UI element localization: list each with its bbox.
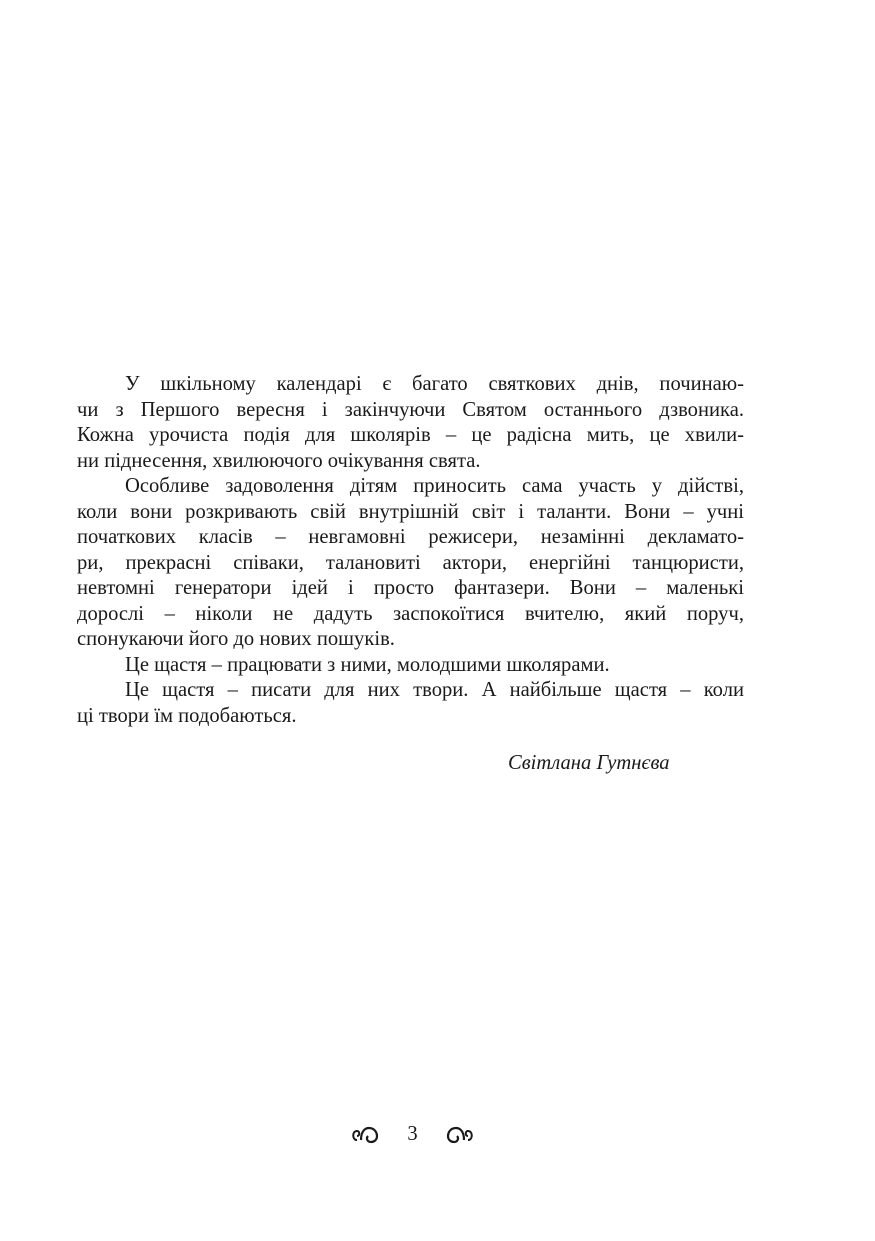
- page-footer: [350, 1120, 475, 1148]
- text-line: Кожна урочиста подія для школярів – це радісна мить, це хвили-: [77, 424, 744, 446]
- text-line: Це щастя – працювати з ними, молодшими школярами.: [125, 653, 610, 676]
- text-line: ці твори їм подобаються.: [77, 704, 297, 727]
- page-number: 3: [407, 1122, 418, 1145]
- text-line: дорослі – ніколи не дадуть заспокоїтися вчителю, який поруч,: [77, 602, 744, 625]
- text-line: початкових класів – невгамовні режисери, незамінні декламато-: [77, 526, 744, 548]
- right-ornament-icon: [445, 1123, 475, 1145]
- author-signature: Світлана Гутнєва: [508, 752, 670, 774]
- text-line: чи з Першого вересня і закінчуючи Святом останнього дзвоника.: [77, 398, 744, 421]
- body-text: [77, 372, 744, 729]
- text-line: коли вони розкривають свій внутрішній світ і таланти. Вони – учні: [77, 500, 744, 523]
- text-line: невтомні генератори ідей і просто фантазери. Вони – маленькі: [77, 577, 744, 599]
- text-line: ри, прекрасні співаки, талановиті актори, енергійні танцюристи,: [77, 551, 744, 574]
- text-line: Це щастя – писати для них твори. А найбільше щастя – коли: [125, 679, 744, 701]
- text-line: У шкільному календарі є багато святкових днів, починаю-: [125, 373, 744, 395]
- text-line: Особливе задоволення дітям приносить сама участь у дійстві,: [125, 475, 744, 497]
- left-ornament-icon: [350, 1123, 380, 1145]
- text-line: спонукаючи його до нових пошуків.: [77, 628, 395, 650]
- text-line: ни піднесення, хвилюючого очікування свята.: [77, 449, 481, 472]
